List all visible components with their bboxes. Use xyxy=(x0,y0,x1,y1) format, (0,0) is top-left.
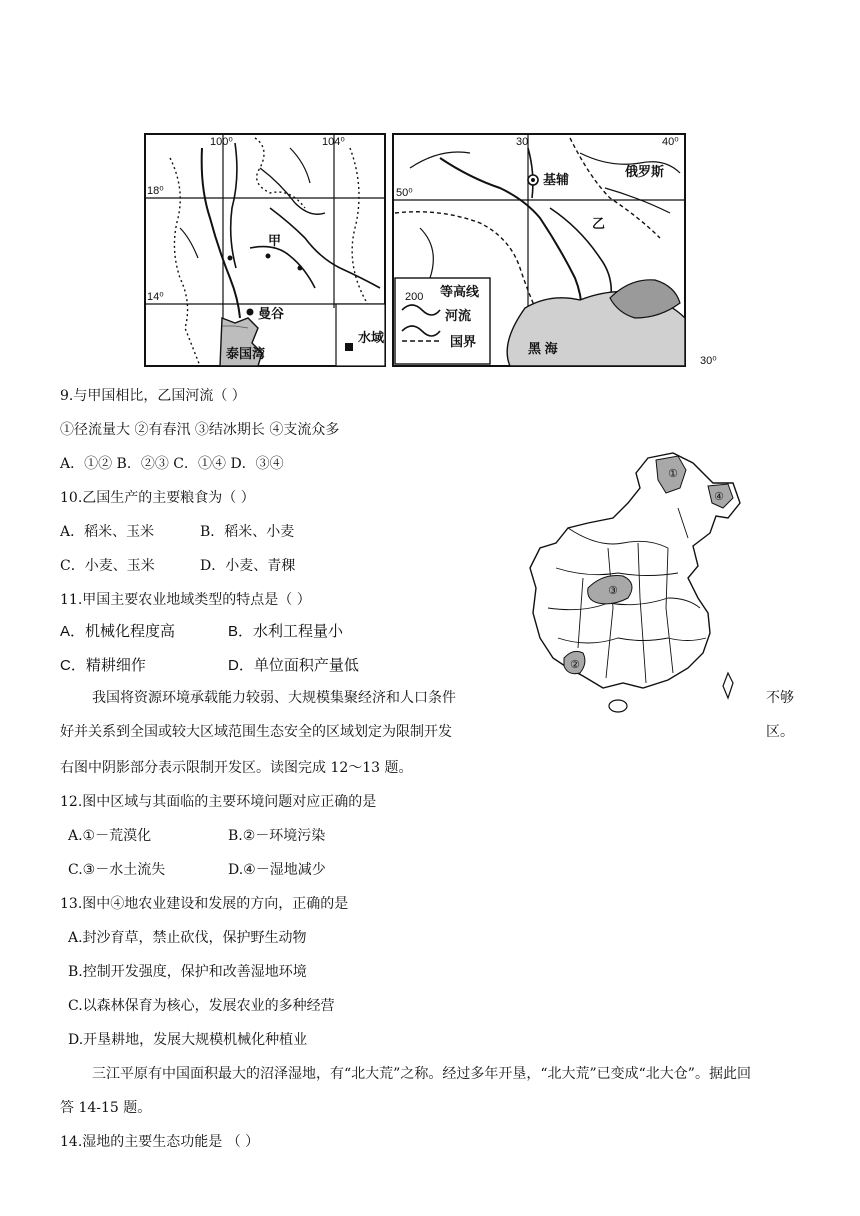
label-bangkok: 曼谷 xyxy=(258,306,285,321)
q12-option-c: C.③－水土流失 xyxy=(68,862,166,878)
q11-option-b: B．水利工程量小 xyxy=(228,623,344,640)
label-russia: 俄罗斯 xyxy=(625,164,665,179)
lat-label-14: 14⁰ xyxy=(147,291,164,303)
q13-option-c: C.以森林保育为核心，发展农业的多种经营 xyxy=(68,998,335,1014)
lon-label-100: 100⁰ xyxy=(210,136,233,148)
label-water-area: 水域 xyxy=(358,330,385,345)
q10-option-a: A．稻米、玉米 xyxy=(60,524,155,540)
lon-label-40: 40⁰ xyxy=(662,136,679,148)
lat-label-18: 18⁰ xyxy=(147,185,164,197)
label-gulf-thailand: 泰国湾 xyxy=(226,346,266,361)
legend-border: 国界 xyxy=(450,334,477,349)
q12-stem: 12.图中区域与其面临的主要环境问题对应正确的是 xyxy=(60,794,377,810)
q9-statements: ①径流量大 ②有春汛 ③结冰期长 ④支流众多 xyxy=(60,422,340,438)
china-map xyxy=(528,448,768,716)
q10-stem: 10.乙国生产的主要粮食为（ ） xyxy=(60,490,255,506)
passage1-line2-right: 区。 xyxy=(766,724,794,740)
zone-label-4: ④ xyxy=(714,491,724,503)
q13-stem: 13.图中④地农业建设和发展的方向，正确的是 xyxy=(60,896,349,912)
q11-option-c: C．精耕细作 xyxy=(60,657,146,674)
q9-stem: 9.与甲国相比，乙国河流（ ） xyxy=(60,388,246,404)
q11-option-a: A．机械化程度高 xyxy=(60,623,176,640)
q14-stem: 14.湿地的主要生态功能是 （ ） xyxy=(60,1134,260,1150)
q13-option-d: D.开垦耕地，发展大规模机械化种植业 xyxy=(68,1032,308,1048)
lon-label-104: 104⁰ xyxy=(322,136,345,148)
q13-option-b: B.控制开发强度，保护和改善湿地环境 xyxy=(68,964,307,980)
q12-option-a: A.①－荒漠化 xyxy=(68,828,152,844)
top-maps xyxy=(140,128,730,370)
legend-contour-value: 200 xyxy=(405,291,424,303)
lat-label-50: 50⁰ xyxy=(396,187,413,199)
label-black-sea: 黑 海 xyxy=(528,341,558,356)
passage2-line2: 答 14-15 题。 xyxy=(60,1100,152,1116)
passage1-line3: 右图中阴影部分表示限制开发区。读图完成 12～13 题。 xyxy=(60,760,413,776)
q10-option-c: C．小麦、玉米 xyxy=(60,558,155,574)
q11-stem: 11.甲国主要农业地域类型的特点是（ ） xyxy=(60,592,311,608)
passage1-line1-left: 我国将资源环境承载能力较弱、大规模集聚经济和人口条件 xyxy=(92,690,456,706)
q13-option-a: A.封沙育草，禁止砍伐，保护野生动物 xyxy=(68,930,307,946)
q10-option-d: D．小麦、青稞 xyxy=(200,558,296,574)
label-yi: 乙 xyxy=(592,216,606,231)
q11-option-d: D．单位面积产量低 xyxy=(228,657,359,674)
map-right xyxy=(393,134,717,367)
passage1-line1-right: 不够 xyxy=(766,690,794,706)
zone-label-3: ③ xyxy=(608,585,618,597)
lon-label-30: 30 xyxy=(516,136,529,148)
q12-option-d: D.④－湿地减少 xyxy=(228,862,326,878)
legend-contour: 等高线 xyxy=(440,284,480,299)
zone-label-1: ① xyxy=(668,468,678,480)
label-kiev: 基辅 xyxy=(543,172,570,187)
passage2-line1: 三江平原有中国面积最大的沼泽湿地，有“北大荒”之称。经过多年开垦，“北大荒”已变成“北大仓”。据此回 xyxy=(92,1066,751,1082)
zone-label-2: ② xyxy=(570,659,580,671)
lat-label-30: 30⁰ xyxy=(700,355,717,367)
legend-river: 河流 xyxy=(445,308,472,323)
passage1-line2-left: 好并关系到全国或较大区域范围生态安全的区域划定为限制开发 xyxy=(60,724,452,740)
q10-option-b: B．稻米、小麦 xyxy=(200,524,295,540)
q12-option-b: B.②－环境污染 xyxy=(228,828,326,844)
label-jia: 甲 xyxy=(268,233,282,248)
q9-options: A．①② B．②③ C．①④ D．③④ xyxy=(60,456,284,472)
map-left xyxy=(145,134,385,366)
